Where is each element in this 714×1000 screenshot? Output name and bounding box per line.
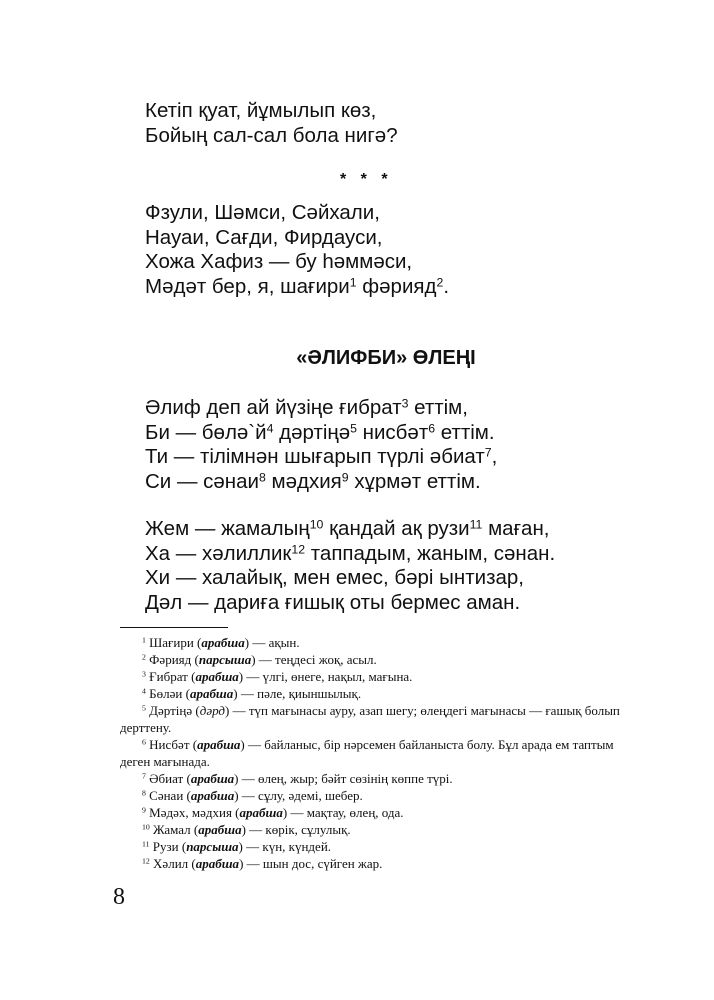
footnote-ref[interactable]: 7 [484, 445, 492, 460]
verse-line: Мәдәт бер, я, шағири$^1$ фәрияд$^2$. [145, 274, 450, 298]
footnote: $^8$ Сәнаи (арабша) — сұлу, әдемі, шебер. [142, 788, 363, 803]
page-number: 8 [113, 884, 125, 910]
footnote: $^9$ Мәдәх, мәдхия (арабша) — мақтау, өлең, ода. [142, 805, 404, 820]
poem-quatrain [145, 201, 449, 299]
verse-line: Әлиф деп ай йүзіңе ғибрат$^3$ еттім, [145, 396, 468, 419]
verse-line: Науаи, Сағди, Фирдауси, [145, 225, 383, 249]
footnote-ref[interactable]: 8 [258, 469, 266, 484]
verse-line: Ха — хәлиллик$^{12}$ таппадым, жаным, сәнан. [145, 541, 556, 565]
footnote-ref[interactable]: 1 [349, 274, 357, 289]
footnote-ref[interactable]: 5 [350, 420, 357, 435]
section-separator: * * * [340, 171, 393, 188]
footnote-ref[interactable]: 2 [436, 274, 444, 289]
verse-line: Хи — халайық, мен емес, бәрі ынтизар, [145, 566, 524, 589]
footnote: $^6$ Нисбәт (арабша) — байланыс, бір нәрсемен байланыста болу. Бұл арада ем таптым деген мағынада. [120, 737, 614, 769]
stanza [145, 517, 555, 615]
footnotes [120, 634, 620, 872]
poem-title: «ӘЛИФБИ» ӨЛЕҢІ [296, 347, 476, 369]
footnote: $^4$ Бөләи (арабша) — пәле, қиыншылық. [142, 686, 362, 701]
verse-line: Би — $бөлә`й^4$ дәртіңә$^5$ нисбәт$^6$ еттім. [145, 420, 495, 444]
footnote-ref[interactable]: 11 [469, 517, 483, 532]
footnote-ref[interactable]: 10 [309, 517, 324, 532]
footnote: $^7$ Әбиат (арабша) — өлең, жыр; бәйт сөзінің көппе түрі. [142, 771, 453, 786]
footnote-ref[interactable]: 4 [266, 420, 274, 435]
footnote-ref[interactable]: 3 [401, 396, 409, 411]
footnote-ref[interactable]: 12 [291, 541, 306, 556]
stanza [145, 396, 497, 494]
footnote: $^2$ Фәрияд (парсыша) — теңдесі жоқ, асыл. [142, 652, 377, 667]
footnote: $^{11}$ Рузи (парсыша) — күн, күндей. [142, 839, 332, 854]
footnote: $^5$ Дәртіңә (дәрд) — түп мағынасы ауру, азап шегу; өлеңдегі мағынасы — ғашық болып дерттену. [120, 703, 620, 735]
footnote-ref[interactable]: 6 [428, 420, 436, 435]
verse-line: Ти — тілімнән шығарып түрлі әбиат$^7$, [145, 445, 498, 468]
verse-line: Хожа Хафиз — бу һәммәси, [145, 250, 413, 273]
footnote: $^3$ Ғибрат (арабша) — үлгі, өнеге, нақыл, мағына. [142, 669, 413, 684]
poem-fragment [145, 99, 398, 148]
verse-line: Дәл — дариға ғишық оты бермес аман. [145, 590, 521, 614]
verse-line: Си — сәнаи$^8$ мәдхия$^9$ хұрмәт еттім. [145, 469, 481, 493]
verse-line: Бойың сал-сал бола нигә? [145, 123, 398, 147]
footnote-ref[interactable]: 9 [341, 469, 349, 484]
footnote-divider [120, 627, 228, 628]
verse-line: Фзули, Шәмси, Сәйхали, [145, 201, 380, 224]
verse-line: Жем — жамалың$^{10}$ қандай ақ рузи$^{11}$ маған, [145, 517, 550, 540]
verse-line: Кетіп қуат, йұмылып көз, [145, 99, 377, 122]
footnote: $^{12}$ Хәлил (арабша) — шын дос, сүйген жар. [142, 856, 383, 871]
footnote: $^1$ Шағири (арабша) — ақын. [142, 635, 300, 650]
footnote: $^{10}$ Жамал (арабша) — көрік, сұлулық. [142, 822, 351, 837]
